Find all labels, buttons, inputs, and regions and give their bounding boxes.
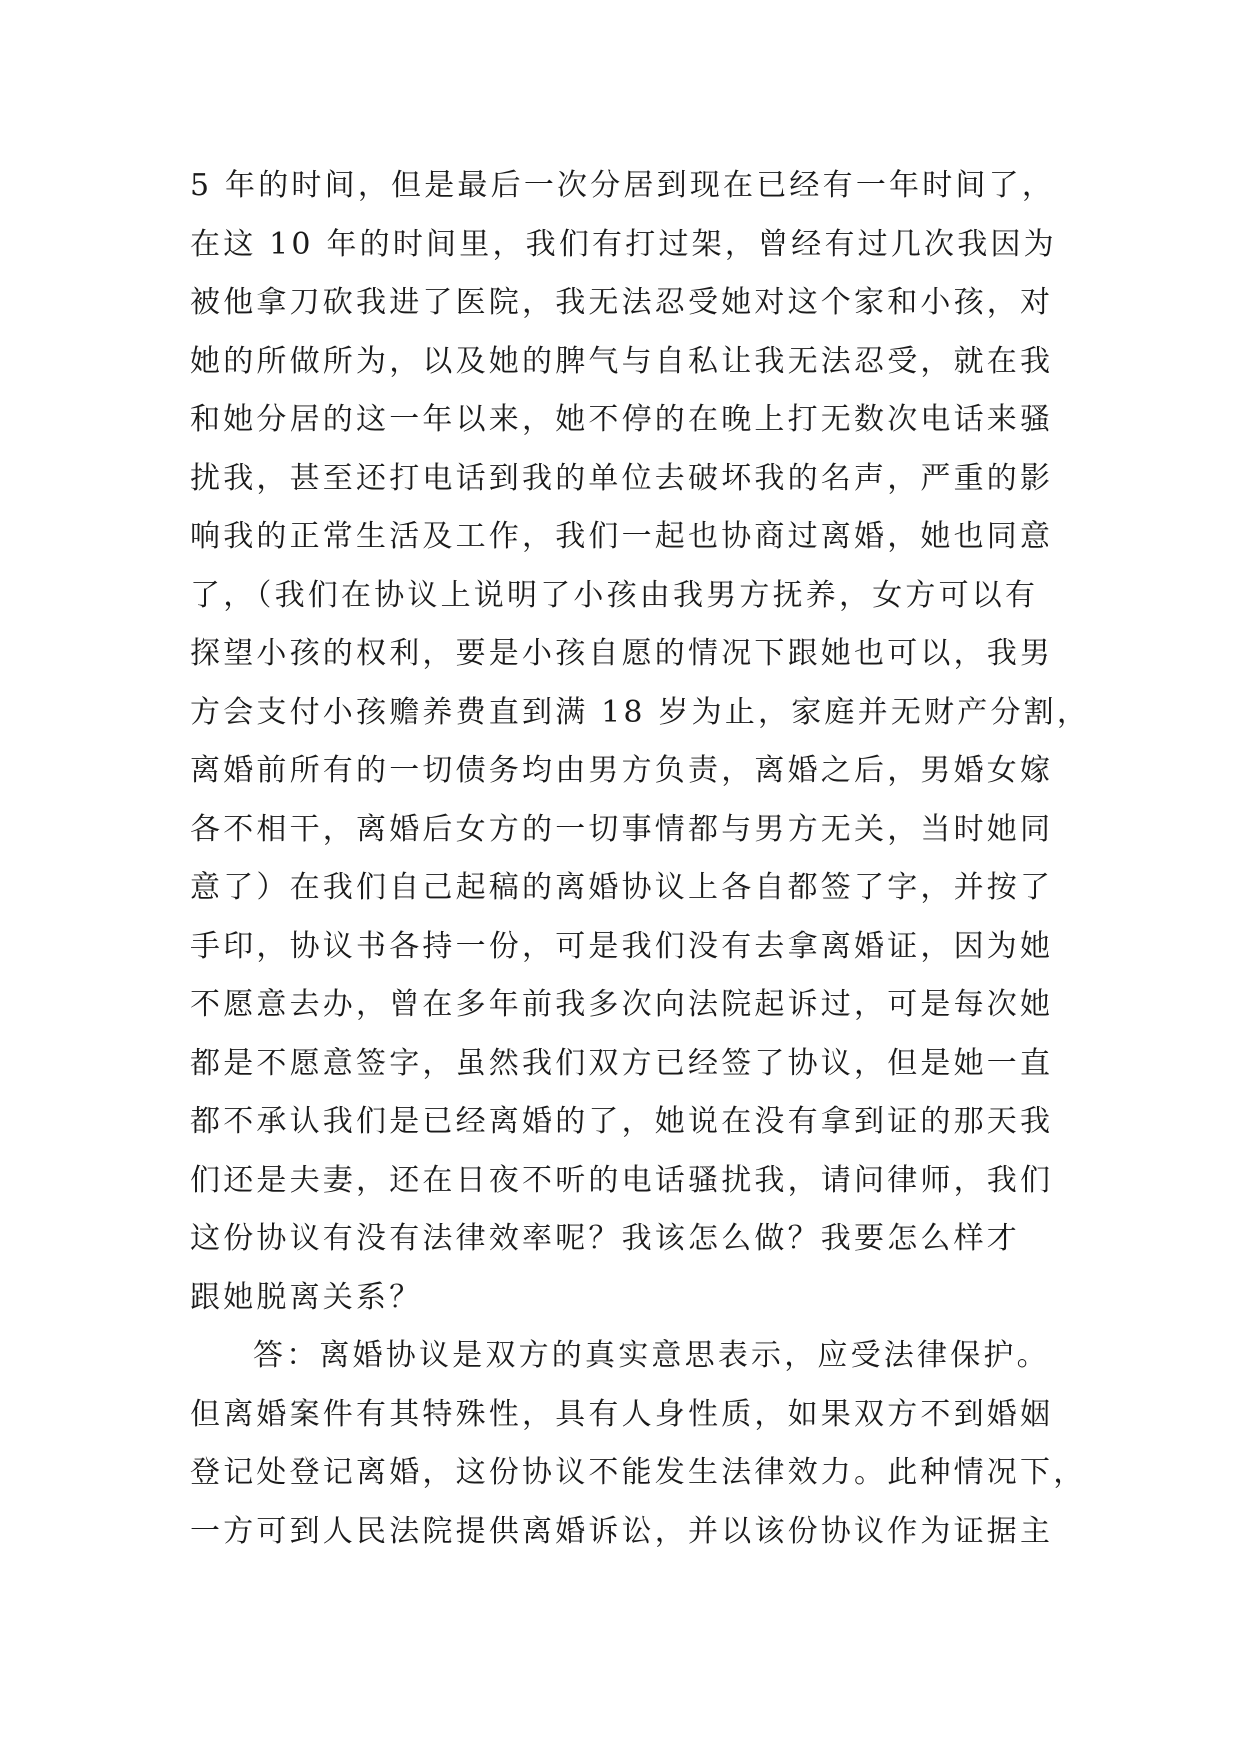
text-line: 响我的正常生活及工作，我们一起也协商过离婚，她也同意 bbox=[190, 519, 1054, 554]
text-line: 都不承认我们是已经离婚的了，她说在没有拿到证的那天我 bbox=[190, 1104, 1054, 1139]
text-line: 被他拿刀砍我进了医院，我无法忍受她对这个家和小孩，对 bbox=[190, 285, 1054, 320]
text-line: 登记处登记离婚，这份协议不能发生法律效力。此种情况下， bbox=[190, 1455, 1087, 1490]
text-line: 意了）在我们自己起稿的离婚协议上各自都签了字，并按了 bbox=[190, 870, 1054, 905]
text-line: 但离婚案件有其特殊性，具有人身性质，如果双方不到婚姻 bbox=[190, 1396, 1054, 1432]
text-line: 都是不愿意签字，虽然我们双方已经签了协议，但是她一直 bbox=[190, 1045, 1054, 1081]
text-line: 这份协议有没有法律效率呢？我该怎么做？我要怎么样才 bbox=[190, 1221, 1020, 1256]
text-line: 她的所做所为，以及她的脾气与自私让我无法忍受，就在我 bbox=[190, 343, 1054, 379]
text-line: 手印，协议书各持一份，可是我们没有去拿离婚证，因为她 bbox=[190, 928, 1054, 964]
text-line: 跟她脱离关系？ bbox=[190, 1279, 423, 1315]
text-line: 探望小孩的权利，要是小孩自愿的情况下跟她也可以，我男 bbox=[190, 636, 1054, 671]
text-line: 离婚前所有的一切债务均由男方负责，离婚之后，男婚女嫁 bbox=[190, 753, 1054, 788]
text-line: 们还是夫妻，还在日夜不听的电话骚扰我，请问律师，我们 bbox=[190, 1162, 1054, 1198]
text-line: 5 年的时间，但是最后一次分居到现在已经有一年时间了， bbox=[190, 168, 1056, 203]
answer-line: 答：离婚协议是双方的真实意思表示，应受法律保护。 bbox=[253, 1338, 1050, 1373]
document-body bbox=[190, 157, 1091, 1561]
text-line: 方会支付小孩赡养费直到满 18 岁为止，家庭并无财产分割， bbox=[190, 694, 1091, 730]
text-line: 各不相干，离婚后女方的一切事情都与男方无关，当时她同 bbox=[190, 811, 1054, 847]
text-line: 不愿意去办，曾在多年前我多次向法院起诉过，可是每次她 bbox=[190, 987, 1054, 1022]
text-line: 一方可到人民法院提供离婚诉讼，并以该份协议作为证据主 bbox=[190, 1513, 1054, 1549]
text-line: 了，（我们在协议上说明了小孩由我男方抚养，女方可以有 bbox=[190, 577, 1039, 613]
text-line: 和她分居的这一年以来，她不停的在晚上打无数次电话来骚 bbox=[190, 402, 1054, 437]
text-line: 扰我，甚至还打电话到我的单位去破坏我的名声，严重的影 bbox=[190, 460, 1054, 496]
text-line: 在这 10 年的时间里，我们有打过架，曾经有过几次我因为 bbox=[190, 226, 1057, 262]
